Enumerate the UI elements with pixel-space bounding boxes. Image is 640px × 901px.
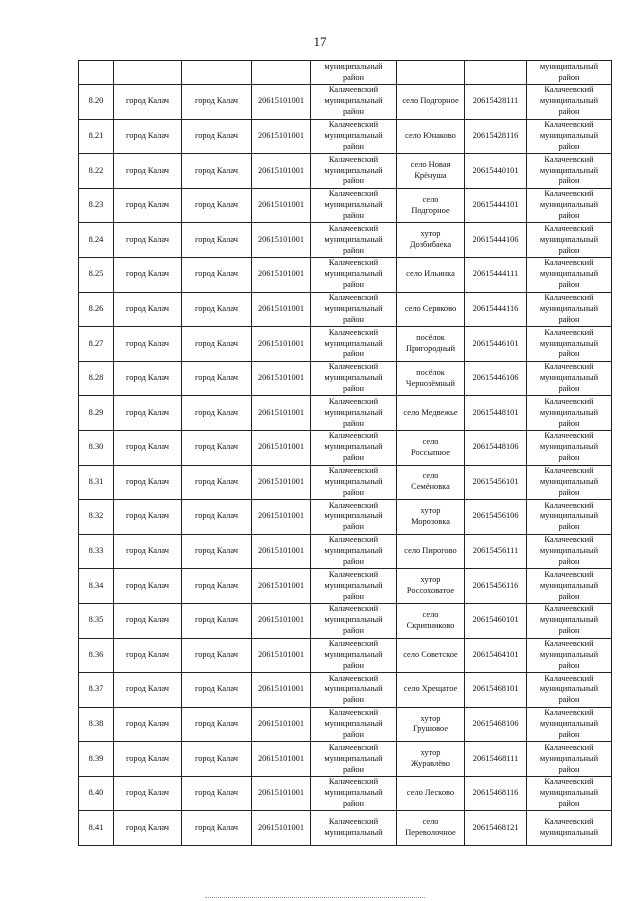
cell-okato: 20615464101 bbox=[465, 638, 527, 673]
cell-city2: город Калач bbox=[182, 534, 252, 569]
cell-district: Калачеевский муниципальный район bbox=[311, 742, 397, 777]
cell-district2: Калачеевский муниципальный район bbox=[527, 638, 612, 673]
cell-district2: Калачеевский муниципальный район bbox=[527, 223, 612, 258]
cell-district: Калачеевский муниципальный район bbox=[311, 673, 397, 708]
cell-code: 20615101001 bbox=[252, 811, 311, 846]
cell-city: город Калач bbox=[114, 327, 182, 362]
cell-code: 20615101001 bbox=[252, 292, 311, 327]
table-row bbox=[79, 154, 612, 189]
cell-district: Калачеевский муниципальный район bbox=[311, 327, 397, 362]
cell-code: 20615101001 bbox=[252, 361, 311, 396]
cell-city2: город Калач bbox=[182, 85, 252, 120]
table-row bbox=[79, 361, 612, 396]
cell-city: город Калач bbox=[114, 465, 182, 500]
cell-settlement: село Скрипниково bbox=[397, 603, 465, 638]
cell-city: город Калач bbox=[114, 361, 182, 396]
cell-city: город Калач bbox=[114, 569, 182, 604]
cell-settlement: село Серяково bbox=[397, 292, 465, 327]
cell-district2: Калачеевский муниципальный район bbox=[527, 396, 612, 431]
cell-okato: 20615456111 bbox=[465, 534, 527, 569]
cell-district: Калачеевский муниципальный район bbox=[311, 500, 397, 535]
table-row bbox=[79, 257, 612, 292]
cell-okato: 20615444116 bbox=[465, 292, 527, 327]
cell-city2: город Калач bbox=[182, 500, 252, 535]
cell-district: Калачеевский муниципальный bbox=[311, 811, 397, 846]
cell-okato: 20615448106 bbox=[465, 430, 527, 465]
cell-settlement: хутор Морозовка bbox=[397, 500, 465, 535]
cell-code: 20615101001 bbox=[252, 257, 311, 292]
cell-city2: город Калач bbox=[182, 811, 252, 846]
cell-code: 20615101001 bbox=[252, 673, 311, 708]
cell-settlement bbox=[397, 61, 465, 85]
cell-num: 8.35 bbox=[79, 603, 114, 638]
cell-okato: 20615456101 bbox=[465, 465, 527, 500]
cell-okato: 20615448101 bbox=[465, 396, 527, 431]
cell-okato: 20615440101 bbox=[465, 154, 527, 189]
cell-district: Калачеевский муниципальный район bbox=[311, 430, 397, 465]
cell-settlement: село Россыпное bbox=[397, 430, 465, 465]
cell-num bbox=[79, 61, 114, 85]
table-row bbox=[79, 811, 612, 846]
cell-settlement: село Подгорное bbox=[397, 188, 465, 223]
cell-code: 20615101001 bbox=[252, 742, 311, 777]
cell-city2: город Калач bbox=[182, 776, 252, 811]
cell-code: 20615101001 bbox=[252, 188, 311, 223]
cell-okato: 20615456106 bbox=[465, 500, 527, 535]
cell-city: город Калач bbox=[114, 776, 182, 811]
cell-num: 8.20 bbox=[79, 85, 114, 120]
cell-city2: город Калач bbox=[182, 569, 252, 604]
table-row bbox=[79, 638, 612, 673]
cell-num: 8.31 bbox=[79, 465, 114, 500]
cell-district2: Калачеевский муниципальный район bbox=[527, 776, 612, 811]
cell-district2: Калачеевский муниципальный район bbox=[527, 465, 612, 500]
cell-city: город Калач bbox=[114, 292, 182, 327]
table-row bbox=[79, 327, 612, 362]
bottom-scan-line bbox=[205, 897, 425, 898]
cell-code: 20615101001 bbox=[252, 465, 311, 500]
cell-district2: муниципальный район bbox=[527, 61, 612, 85]
cell-city2: город Калач bbox=[182, 154, 252, 189]
cell-num: 8.27 bbox=[79, 327, 114, 362]
cell-city2: город Калач bbox=[182, 257, 252, 292]
cell-settlement: хутор Журавлёво bbox=[397, 742, 465, 777]
cell-district: Калачеевский муниципальный район bbox=[311, 776, 397, 811]
cell-okato: 20615444101 bbox=[465, 188, 527, 223]
table-row bbox=[79, 534, 612, 569]
cell-code: 20615101001 bbox=[252, 223, 311, 258]
settlements-table bbox=[78, 60, 612, 846]
cell-settlement: хутор Россоховатое bbox=[397, 569, 465, 604]
cell-city2: город Калач bbox=[182, 361, 252, 396]
cell-code: 20615101001 bbox=[252, 327, 311, 362]
cell-num: 8.39 bbox=[79, 742, 114, 777]
table-row-continued bbox=[79, 61, 612, 85]
cell-district: Калачеевский муниципальный район bbox=[311, 361, 397, 396]
cell-code: 20615101001 bbox=[252, 500, 311, 535]
cell-district: Калачеевский муниципальный район bbox=[311, 257, 397, 292]
cell-num: 8.33 bbox=[79, 534, 114, 569]
cell-num: 8.37 bbox=[79, 673, 114, 708]
cell-district: Калачеевский муниципальный район bbox=[311, 396, 397, 431]
cell-district2: Калачеевский муниципальный район bbox=[527, 430, 612, 465]
cell-settlement: село Хрещатое bbox=[397, 673, 465, 708]
cell-num: 8.40 bbox=[79, 776, 114, 811]
cell-num: 8.25 bbox=[79, 257, 114, 292]
cell-settlement: село Советское bbox=[397, 638, 465, 673]
cell-code: 20615101001 bbox=[252, 569, 311, 604]
cell-city2: город Калач bbox=[182, 465, 252, 500]
cell-district2: Калачеевский муниципальный район bbox=[527, 188, 612, 223]
cell-num: 8.28 bbox=[79, 361, 114, 396]
cell-city2: город Калач bbox=[182, 430, 252, 465]
cell-city2: город Калач bbox=[182, 673, 252, 708]
cell-city2: город Калач bbox=[182, 119, 252, 154]
cell-district: Калачеевский муниципальный район bbox=[311, 707, 397, 742]
page-number: 17 bbox=[313, 34, 327, 49]
cell-city: город Калач bbox=[114, 119, 182, 154]
table-row bbox=[79, 707, 612, 742]
table-row bbox=[79, 500, 612, 535]
cell-okato: 20615446101 bbox=[465, 327, 527, 362]
cell-okato: 20615460101 bbox=[465, 603, 527, 638]
table-row bbox=[79, 430, 612, 465]
cell-settlement: хутор Дозбибаека bbox=[397, 223, 465, 258]
table-row bbox=[79, 396, 612, 431]
cell-code: 20615101001 bbox=[252, 776, 311, 811]
cell-district2: Калачеевский муниципальный район bbox=[527, 327, 612, 362]
table-row bbox=[79, 465, 612, 500]
cell-city2: город Калач bbox=[182, 223, 252, 258]
cell-city: город Калач bbox=[114, 707, 182, 742]
cell-city: город Калач bbox=[114, 188, 182, 223]
cell-num: 8.41 bbox=[79, 811, 114, 846]
settlements-table-container bbox=[78, 60, 611, 846]
table-row bbox=[79, 742, 612, 777]
cell-code: 20615101001 bbox=[252, 638, 311, 673]
cell-code: 20615101001 bbox=[252, 534, 311, 569]
cell-num: 8.29 bbox=[79, 396, 114, 431]
cell-district: Калачеевский муниципальный район bbox=[311, 534, 397, 569]
cell-district2: Калачеевский муниципальный район bbox=[527, 707, 612, 742]
cell-num: 8.22 bbox=[79, 154, 114, 189]
cell-okato: 20615444111 bbox=[465, 257, 527, 292]
cell-city2: город Калач bbox=[182, 603, 252, 638]
cell-city: город Калач bbox=[114, 534, 182, 569]
cell-district2: Калачеевский муниципальный район bbox=[527, 673, 612, 708]
cell-city: город Калач bbox=[114, 154, 182, 189]
cell-district2: Калачеевский муниципальный район bbox=[527, 569, 612, 604]
cell-settlement: село Пирогово bbox=[397, 534, 465, 569]
cell-settlement: село Ильинка bbox=[397, 257, 465, 292]
cell-city bbox=[114, 61, 182, 85]
cell-num: 8.38 bbox=[79, 707, 114, 742]
cell-district2: Калачеевский муниципальный bbox=[527, 811, 612, 846]
table-row bbox=[79, 673, 612, 708]
cell-num: 8.21 bbox=[79, 119, 114, 154]
cell-district2: Калачеевский муниципальный район bbox=[527, 534, 612, 569]
cell-district: Калачеевский муниципальный район bbox=[311, 119, 397, 154]
cell-num: 8.36 bbox=[79, 638, 114, 673]
cell-district: Калачеевский муниципальный район bbox=[311, 638, 397, 673]
cell-city: город Калач bbox=[114, 430, 182, 465]
cell-city: город Калач bbox=[114, 742, 182, 777]
cell-okato: 20615468111 bbox=[465, 742, 527, 777]
cell-district: Калачеевский муниципальный район bbox=[311, 603, 397, 638]
cell-settlement: посёлок Пригородный bbox=[397, 327, 465, 362]
cell-code: 20615101001 bbox=[252, 430, 311, 465]
cell-num: 8.23 bbox=[79, 188, 114, 223]
cell-code: 20615101001 bbox=[252, 603, 311, 638]
cell-district2: Калачеевский муниципальный район bbox=[527, 361, 612, 396]
cell-district2: Калачеевский муниципальный район bbox=[527, 742, 612, 777]
cell-district2: Калачеевский муниципальный район bbox=[527, 603, 612, 638]
cell-city2: город Калач bbox=[182, 707, 252, 742]
cell-city: город Калач bbox=[114, 811, 182, 846]
cell-okato: 20615456116 bbox=[465, 569, 527, 604]
cell-district2: Калачеевский муниципальный район bbox=[527, 119, 612, 154]
cell-city: город Калач bbox=[114, 223, 182, 258]
cell-okato: 20615468121 bbox=[465, 811, 527, 846]
cell-settlement: село Лесково bbox=[397, 776, 465, 811]
cell-okato: 20615446106 bbox=[465, 361, 527, 396]
cell-settlement: село Юнаково bbox=[397, 119, 465, 154]
table-body bbox=[79, 61, 612, 846]
table-row bbox=[79, 223, 612, 258]
cell-district2: Калачеевский муниципальный район bbox=[527, 85, 612, 120]
cell-city: город Калач bbox=[114, 500, 182, 535]
cell-district: Калачеевский муниципальный район bbox=[311, 154, 397, 189]
cell-district: Калачеевский муниципальный район bbox=[311, 465, 397, 500]
cell-city: город Калач bbox=[114, 638, 182, 673]
cell-city: город Калач bbox=[114, 603, 182, 638]
cell-num: 8.34 bbox=[79, 569, 114, 604]
cell-num: 8.32 bbox=[79, 500, 114, 535]
cell-district: муниципальный район bbox=[311, 61, 397, 85]
table-row bbox=[79, 776, 612, 811]
cell-district2: Калачеевский муниципальный район bbox=[527, 500, 612, 535]
cell-num: 8.24 bbox=[79, 223, 114, 258]
cell-city2: город Калач bbox=[182, 638, 252, 673]
cell-okato: 20615428116 bbox=[465, 119, 527, 154]
cell-district: Калачеевский муниципальный район bbox=[311, 569, 397, 604]
cell-settlement: село Новая Крёнуша bbox=[397, 154, 465, 189]
cell-okato: 20615468116 bbox=[465, 776, 527, 811]
table-row bbox=[79, 603, 612, 638]
cell-settlement: село Переволочное bbox=[397, 811, 465, 846]
cell-settlement: хутор Грушовое bbox=[397, 707, 465, 742]
cell-code bbox=[252, 61, 311, 85]
cell-district: Калачеевский муниципальный район bbox=[311, 188, 397, 223]
cell-code: 20615101001 bbox=[252, 396, 311, 431]
cell-city2: город Калач bbox=[182, 742, 252, 777]
cell-code: 20615101001 bbox=[252, 119, 311, 154]
table-row bbox=[79, 85, 612, 120]
cell-district: Калачеевский муниципальный район bbox=[311, 223, 397, 258]
cell-settlement: село Подгорное bbox=[397, 85, 465, 120]
cell-city2 bbox=[182, 61, 252, 85]
cell-code: 20615101001 bbox=[252, 85, 311, 120]
cell-num: 8.30 bbox=[79, 430, 114, 465]
table-row bbox=[79, 188, 612, 223]
cell-district2: Калачеевский муниципальный район bbox=[527, 257, 612, 292]
cell-city2: город Калач bbox=[182, 396, 252, 431]
cell-code: 20615101001 bbox=[252, 154, 311, 189]
cell-okato: 20615468101 bbox=[465, 673, 527, 708]
cell-city2: город Калач bbox=[182, 292, 252, 327]
cell-district2: Калачеевский муниципальный район bbox=[527, 154, 612, 189]
cell-district: Калачеевский муниципальный район bbox=[311, 292, 397, 327]
cell-settlement: посёлок Чернозёмный bbox=[397, 361, 465, 396]
table-row bbox=[79, 119, 612, 154]
cell-okato: 20615444106 bbox=[465, 223, 527, 258]
table-row bbox=[79, 292, 612, 327]
cell-district: Калачеевский муниципальный район bbox=[311, 85, 397, 120]
cell-okato: 20615468106 bbox=[465, 707, 527, 742]
cell-city2: город Калач bbox=[182, 188, 252, 223]
cell-district2: Калачеевский муниципальный район bbox=[527, 292, 612, 327]
cell-code: 20615101001 bbox=[252, 707, 311, 742]
cell-okato bbox=[465, 61, 527, 85]
cell-city: город Калач bbox=[114, 396, 182, 431]
cell-city: город Калач bbox=[114, 673, 182, 708]
cell-city: город Калач bbox=[114, 257, 182, 292]
cell-city2: город Калач bbox=[182, 327, 252, 362]
cell-city: город Калач bbox=[114, 85, 182, 120]
table-row bbox=[79, 569, 612, 604]
cell-settlement: село Медвежье bbox=[397, 396, 465, 431]
cell-okato: 20615428111 bbox=[465, 85, 527, 120]
cell-settlement: село Семёновка bbox=[397, 465, 465, 500]
cell-num: 8.26 bbox=[79, 292, 114, 327]
